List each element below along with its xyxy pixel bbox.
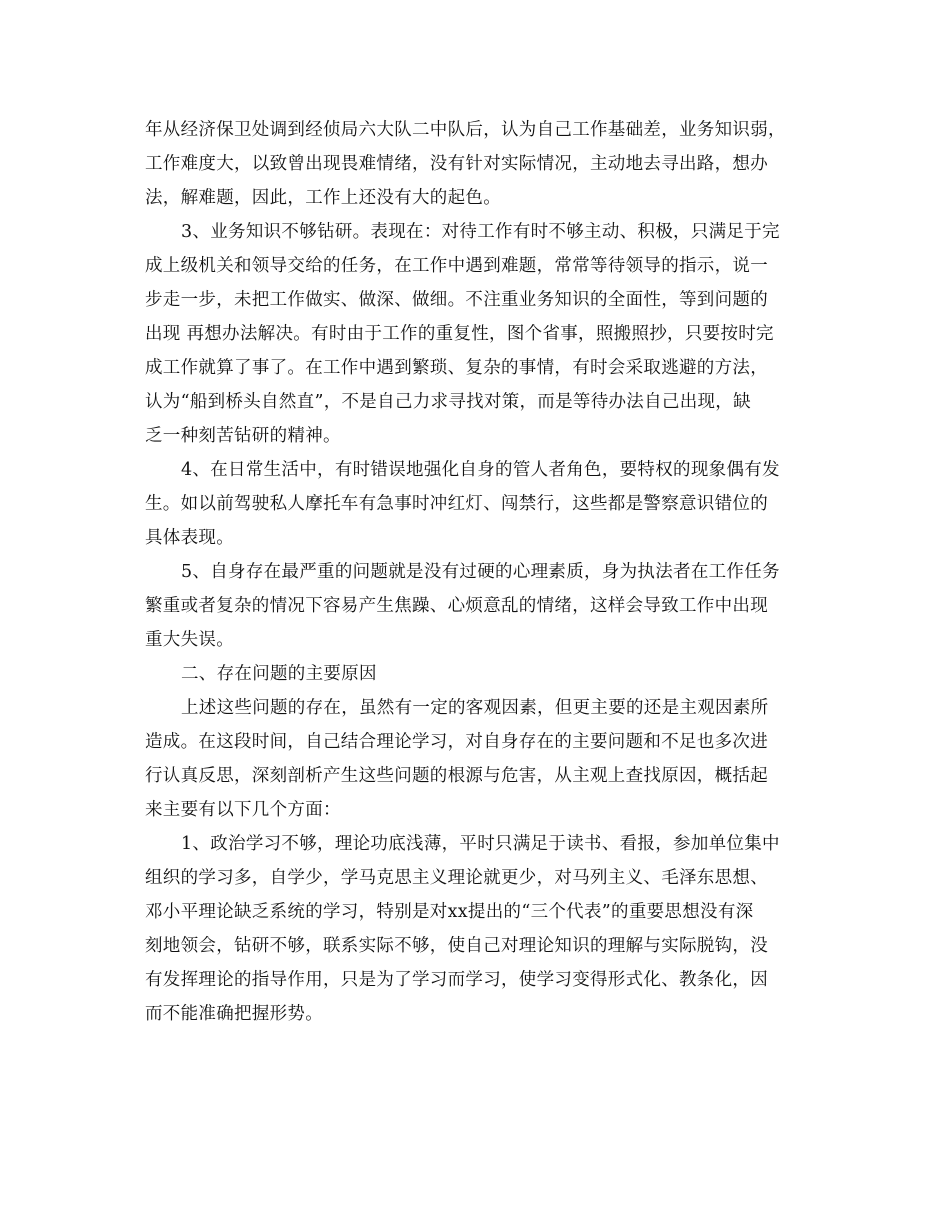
paragraph-line: 工作难度大，以致曾出现畏难情绪，没有针对实际情况，主动地去寻出路，想办 (145, 154, 768, 174)
paragraph-line: 5、自身存在最严重的问题就是没有过硬的心理素质，身为执法者在工作任务 (181, 562, 780, 582)
paragraph-line: 而不能准确把握形势。 (145, 1004, 323, 1024)
paragraph-line: 繁重或者复杂的情况下容易产生焦躁、心烦意乱的情绪，这样会导致工作中出现 (145, 596, 768, 616)
paragraph-line: 组织的学习多，自学少，学马克思主义理论就更少，对马列主义、毛泽东思想、 (145, 868, 768, 888)
paragraph-line: 1、政治学习不够，理论功底浅薄，平时只满足于读书、看报，参加单位集中 (181, 834, 780, 854)
paragraph-line: 乏一种刻苦钻研的精神。 (145, 426, 341, 446)
paragraph-line: 邓小平理论缺乏系统的学习，特别是对xx提出的“三个代表”的重要思想没有深 (145, 902, 754, 922)
paragraph-line: 3、业务知识不够钻研。表现在：对待工作有时不够主动、积极，只满足于完 (181, 222, 780, 242)
paragraph-line: 成工作就算了事了。在工作中遇到繁琐、复杂的事情，有时会采取逃避的方法， (145, 358, 768, 378)
paragraph-line: 造成。在这段时间，自己结合理论学习，对自身存在的主要问题和不足也多次进 (145, 732, 768, 752)
section-heading: 二、存在问题的主要原因 (181, 664, 377, 684)
paragraph-line: 4、在日常生活中，有时错误地强化自身的管人者角色，要特权的现象偶有发 (181, 460, 780, 480)
paragraph-line: 有发挥理论的指导作用，只是为了学习而学习，使学习变得形式化、教条化，因 (145, 970, 768, 990)
paragraph-line: 来主要有以下几个方面： (145, 800, 341, 820)
paragraph-line: 具体表现。 (145, 528, 234, 548)
paragraph-line: 重大失误。 (145, 630, 234, 650)
paragraph-line: 生。如以前驾驶私人摩托车有急事时冲红灯、闯禁行，这些都是警察意识错位的 (145, 494, 768, 514)
paragraph-line: 年从经济保卫处调到经侦局六大队二中队后，认为自己工作基础差，业务知识弱， (145, 120, 786, 140)
paragraph-line: 成上级机关和领导交给的任务，在工作中遇到难题，常常等待领导的指示，说一 (145, 256, 768, 276)
paragraph-line: 出现 再想办法解决。有时由于工作的重复性，图个省事，照搬照抄，只要按时完 (145, 324, 774, 344)
paragraph-line: 上述这些问题的存在，虽然有一定的客观因素，但更主要的还是主观因素所 (181, 698, 769, 718)
paragraph-line: 刻地领会，钻研不够，联系实际不够，使自己对理论知识的理解与实际脱钩，没 (145, 936, 768, 956)
paragraph-line: 步走一步，未把工作做实、做深、做细。不注重业务知识的全面性，等到问题的 (145, 290, 768, 310)
paragraph-line: 行认真反思，深刻剖析产生这些问题的根源与危害，从主观上查找原因，概括起 (145, 766, 768, 786)
paragraph-line: 认为“船到桥头自然直”，不是自己力求寻找对策，而是等待办法自己出现，缺 (145, 392, 751, 412)
paragraph-line: 法，解难题，因此，工作上还没有大的起色。 (145, 188, 501, 208)
body-text (145, 113, 805, 1031)
